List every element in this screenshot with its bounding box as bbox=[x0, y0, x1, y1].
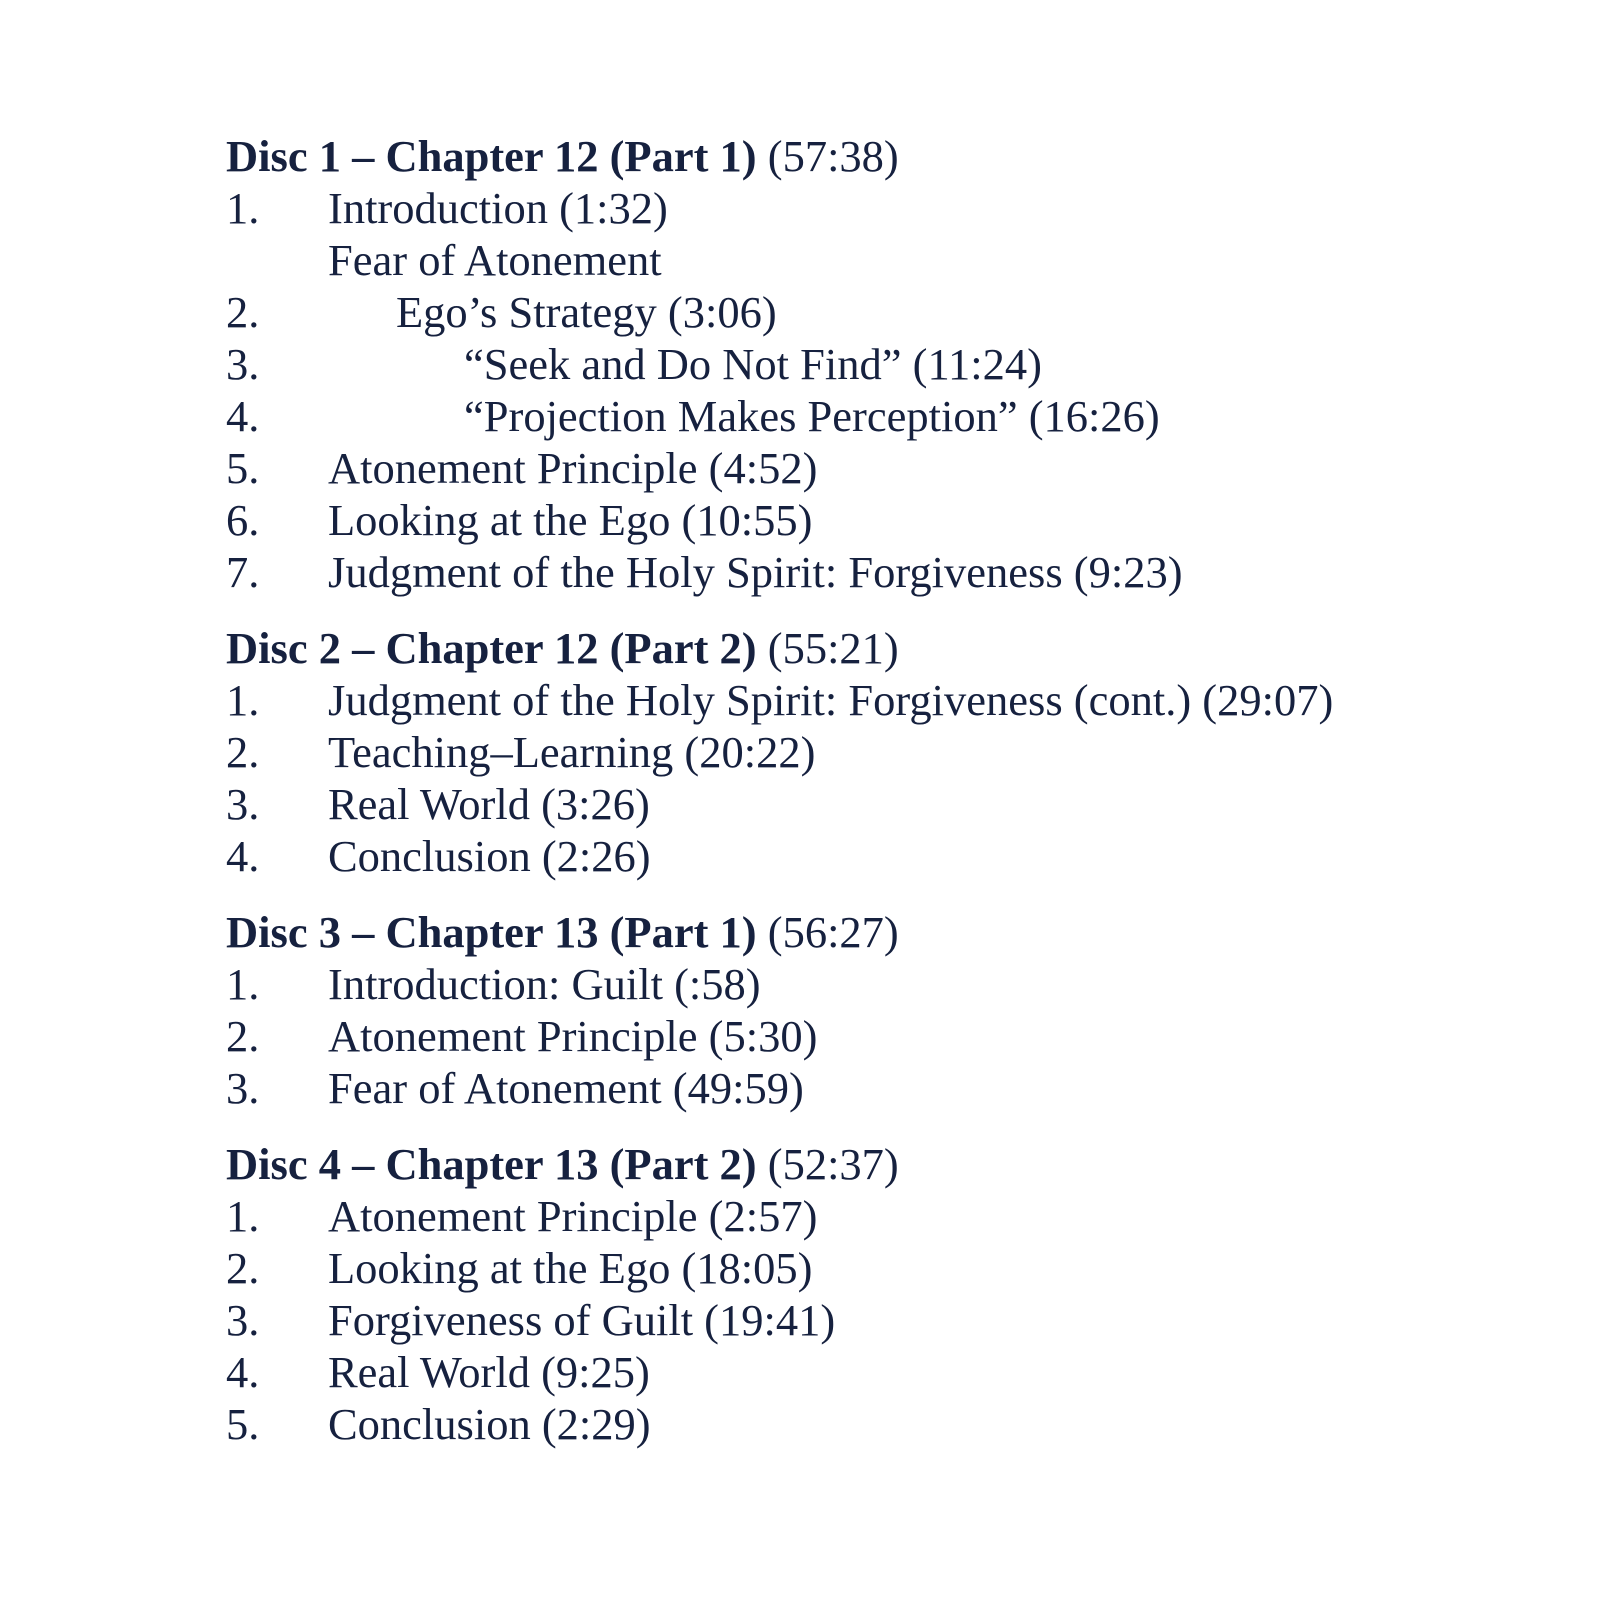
disc-header bbox=[226, 130, 1526, 182]
disc-header bbox=[226, 906, 1526, 958]
track-title: Fear of Atonement bbox=[328, 235, 662, 285]
track-number: 3. bbox=[226, 339, 260, 389]
track-title: Real World (3:26) bbox=[328, 779, 650, 829]
track-number: 5. bbox=[226, 1399, 260, 1449]
track-number: 1. bbox=[226, 959, 260, 1009]
track-title: Introduction: Guilt (:58) bbox=[328, 959, 761, 1009]
track-item bbox=[226, 1062, 1526, 1114]
track-number: 1. bbox=[226, 183, 260, 233]
track-item bbox=[226, 958, 1526, 1010]
track-item bbox=[226, 1346, 1526, 1398]
disc-title: Disc 2 – Chapter 12 (Part 2) bbox=[226, 623, 757, 673]
track-title: Judgment of the Holy Spirit: Forgiveness (9:23) bbox=[328, 547, 1183, 597]
track-item bbox=[226, 390, 1526, 442]
track-title: Atonement Principle (5:30) bbox=[328, 1011, 818, 1061]
track-title: Atonement Principle (4:52) bbox=[328, 443, 818, 493]
track-number: 2. bbox=[226, 287, 260, 337]
track-item bbox=[226, 1242, 1526, 1294]
disc-section bbox=[226, 906, 1526, 1114]
track-item bbox=[226, 1010, 1526, 1062]
track-number: 4. bbox=[226, 831, 260, 881]
track-number: 4. bbox=[226, 391, 260, 441]
track-item bbox=[226, 286, 1526, 338]
track-number: 3. bbox=[226, 1063, 260, 1113]
track-title: Conclusion (2:29) bbox=[328, 1399, 651, 1449]
track-number: 2. bbox=[226, 727, 260, 777]
track-title: Forgiveness of Guilt (19:41) bbox=[328, 1295, 836, 1345]
track-title: Teaching–Learning (20:22) bbox=[328, 727, 816, 777]
track-item bbox=[226, 338, 1526, 390]
track-item bbox=[226, 1190, 1526, 1242]
track-title: Judgment of the Holy Spirit: Forgiveness (cont.) (29:07) bbox=[328, 675, 1334, 725]
track-item bbox=[226, 182, 1526, 234]
track-title: Introduction (1:32) bbox=[328, 183, 668, 233]
track-item bbox=[226, 1398, 1526, 1450]
track-number: 5. bbox=[226, 443, 260, 493]
track-number: 1. bbox=[226, 675, 260, 725]
track-title: Conclusion (2:26) bbox=[328, 831, 651, 881]
track-item bbox=[226, 726, 1526, 778]
track-title: Fear of Atonement (49:59) bbox=[328, 1063, 804, 1113]
disc-duration: (52:37) bbox=[756, 1139, 899, 1189]
track-item bbox=[226, 234, 1526, 286]
track-number: 2. bbox=[226, 1243, 260, 1293]
track-item bbox=[226, 442, 1526, 494]
track-number: 3. bbox=[226, 1295, 260, 1345]
track-item bbox=[226, 1294, 1526, 1346]
track-title: “Seek and Do Not Find” (11:24) bbox=[464, 339, 1042, 389]
track-number: 3. bbox=[226, 779, 260, 829]
track-number: 6. bbox=[226, 495, 260, 545]
disc-title: Disc 1 – Chapter 12 (Part 1) bbox=[226, 131, 757, 181]
disc-title: Disc 4 – Chapter 13 (Part 2) bbox=[226, 1139, 757, 1189]
track-title: Real World (9:25) bbox=[328, 1347, 650, 1397]
track-item bbox=[226, 546, 1526, 598]
track-number: 7. bbox=[226, 547, 260, 597]
disc-section bbox=[226, 622, 1526, 882]
track-title: “Projection Makes Perception” (16:26) bbox=[464, 391, 1160, 441]
track-title: Looking at the Ego (10:55) bbox=[328, 495, 813, 545]
disc-duration: (57:38) bbox=[756, 131, 899, 181]
track-item bbox=[226, 494, 1526, 546]
track-title: Ego’s Strategy (3:06) bbox=[396, 287, 777, 337]
disc-header bbox=[226, 622, 1526, 674]
track-list bbox=[226, 130, 1526, 1474]
track-number: 4. bbox=[226, 1347, 260, 1397]
track-item bbox=[226, 830, 1526, 882]
disc-header bbox=[226, 1138, 1526, 1190]
disc-duration: (55:21) bbox=[756, 623, 899, 673]
disc-title: Disc 3 – Chapter 13 (Part 1) bbox=[226, 907, 757, 957]
track-number: 1. bbox=[226, 1191, 260, 1241]
disc-section bbox=[226, 1138, 1526, 1450]
track-item bbox=[226, 778, 1526, 830]
track-title: Looking at the Ego (18:05) bbox=[328, 1243, 813, 1293]
disc-duration: (56:27) bbox=[756, 907, 899, 957]
disc-section bbox=[226, 130, 1526, 598]
track-number: 2. bbox=[226, 1011, 260, 1061]
track-item bbox=[226, 674, 1526, 726]
track-title: Atonement Principle (2:57) bbox=[328, 1191, 818, 1241]
